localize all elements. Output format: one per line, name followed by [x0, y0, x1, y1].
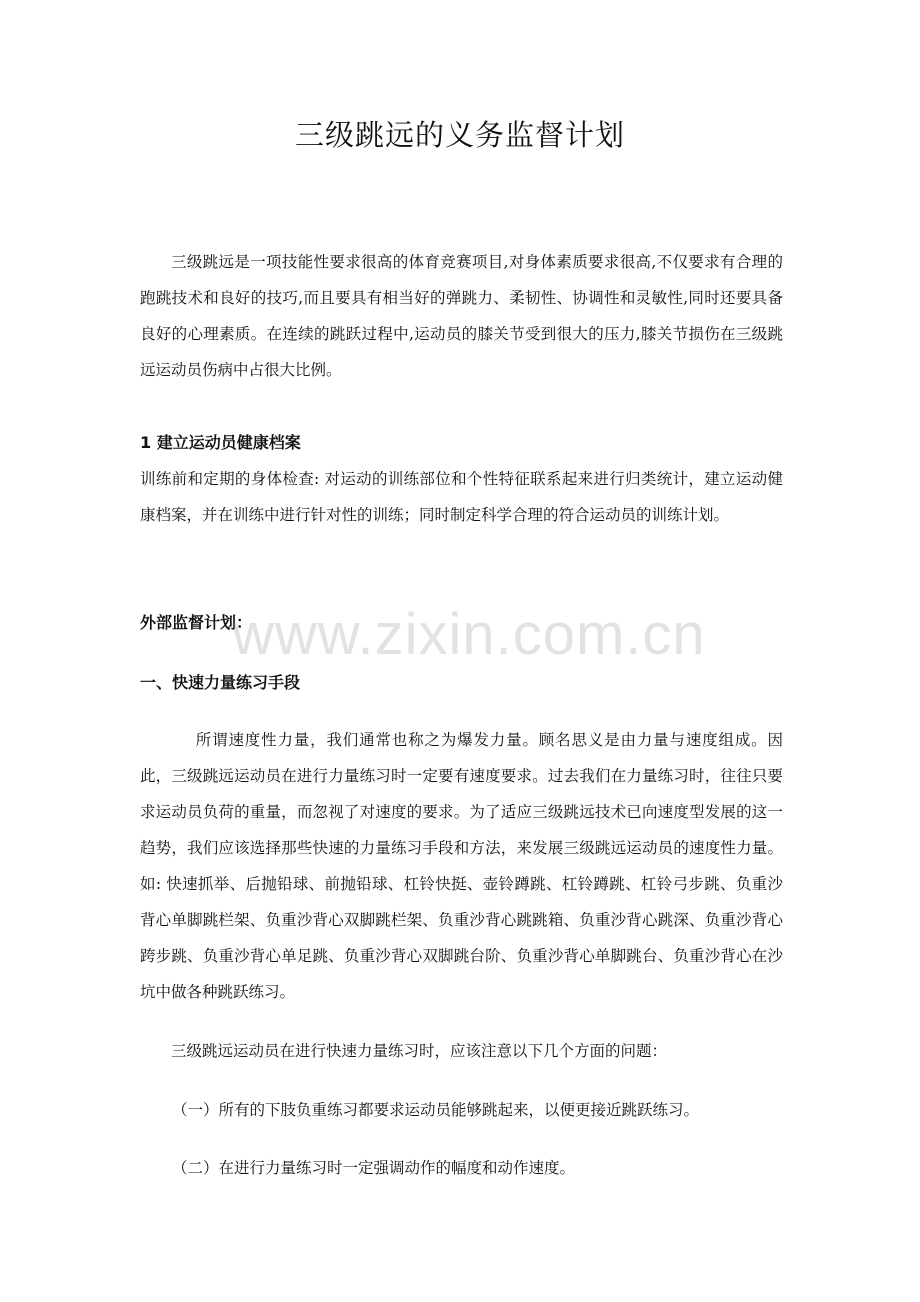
- section1-paragraph: 训练前和定期的身体检查: 对运动的训练部位和个性特征联系起来进行归类统计，建立运动健康档案，并在训练中进行针对性的训练；同时制定科学合理的符合运动员的训练计划。: [140, 470, 783, 524]
- part1-heading: 一、快速力量练习手段: [140, 673, 301, 692]
- notes-intro: 三级跳远运动员在进行快速力量练习时，应该注意以下几个方面的问题：: [171, 1042, 668, 1060]
- intro-paragraph: 三级跳远是一项技能性要求很高的体育竞赛项目,对身体素质要求很高,不仅要求有合理的跑跳技术和良好的技巧,而且要具有相当好的弹跳力、柔韧性、协调性和灵敏性,同时还要具备良好的心理素质。在连续的跳跃过程中,运动员的膝关节受到很大的压力,膝关节损伤在三级跳远运动员伤病中占很大比例。: [140, 253, 783, 379]
- section1-heading: 1 建立运动员健康档案: [140, 433, 301, 452]
- note-item-2: （二）在进行力量练习时一定强调动作的幅度和动作速度。: [172, 1159, 576, 1177]
- note-item-1: （一）所有的下肢负重练习都要求运动员能够跳起来，以便更接近跳跃练习。: [172, 1101, 700, 1119]
- part1-paragraph: 所谓速度性力量，我们通常也称之为爆发力量。顾名思义是由力量与速度组成。因此，三级跳远运动员在进行力量练习时一定要有速度要求。过去我们在力量练习时，往往只要求运动员负荷的重量，而忽视了对速度的要求。为了适应三级跳远技术已向速度型发展的这一趋势，我们应该选择那些快速的力量练习手段和方法，来发展三级跳远运动员的速度性力量。如: 快速抓举、后抛铅球、前抛铅球、杠铃快挺、壶铃蹲跳、杠铃蹲跳、杠铃弓步跳、负重沙背心单脚跳栏架、负重沙背心双脚跳栏架、负重沙背心跳跳箱、负重沙背心跳深、负重沙背心跨步跳、负重沙背心单足跳、负重沙背心双脚跳台阶、负重沙背心单脚跳台、负重沙背心在沙坑中做各种跳跃练习。: [140, 731, 783, 1001]
- watermark: www.zixin.com.cn: [232, 602, 706, 667]
- external-supervision-heading: 外部监督计划：: [140, 613, 253, 632]
- document-title: 三级跳远的义务监督计划: [294, 118, 625, 152]
